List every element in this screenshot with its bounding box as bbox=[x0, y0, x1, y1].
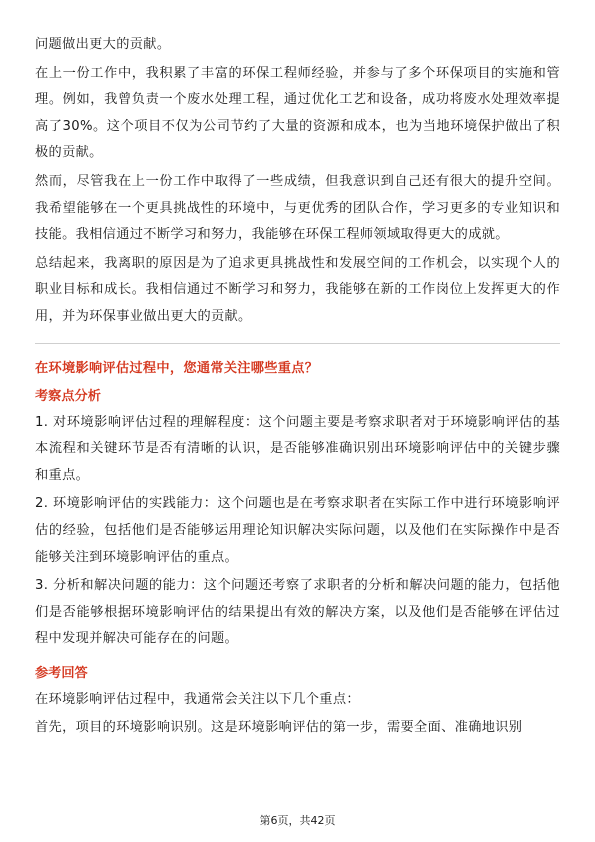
page-number: 第6页，共42页 bbox=[259, 814, 336, 827]
analysis-item: 2. 环境影响评估的实践能力：这个问题也是在考察求职者在实际工作中进行环境影响评估的经验，包括他们是否能够运用理论知识解决实际问题，以及他们在实际操作中是否能够关注到环境影响评估的重点。 bbox=[35, 496, 560, 565]
intro-paragraph: 总结起来，我离职的原因是为了追求更具挑战性和发展空间的工作机会，以实现个人的职业目标和成长。我相信通过不断学习和努力，我能够在新的工作岗位上发挥更大的作用，并为环保事业做出更大的贡献。 bbox=[35, 255, 560, 324]
analysis-item: 1. 对环境影响评估过程的理解程度：这个问题主要是考察求职者对于环境影响评估的基本流程和关键环节是否有清晰的认识，是否能够准确识别出环境影响评估中的关键步骤和重点。 bbox=[35, 414, 560, 483]
analysis-item: 3. 分析和解决问题的能力：这个问题还考察了求职者的分析和解决问题的能力，包括他们是否能够根据环境影响评估的结果提出有效的解决方案，以及他们是否能够在评估过程中发现并解决可能存在的问题。 bbox=[35, 578, 560, 647]
intro-paragraph: 在上一份工作中，我积累了丰富的环保工程师经验，并参与了多个环保项目的实施和管理。例如，我曾负责一个废水处理工程，通过优化工艺和设备，成功将废水处理效率提高了30%。这个项目不仅为公司节约了大量的资源和成本，也为当地环境保护做出了积极的贡献。 bbox=[35, 65, 560, 161]
answer-paragraph: 在环境影响评估过程中，我通常会关注以下几个重点： bbox=[35, 691, 360, 707]
question-title: 在环境影响评估过程中，您通常关注哪些重点？ bbox=[35, 360, 319, 376]
intro-paragraph: 问题做出更大的贡献。 bbox=[35, 37, 171, 52]
analysis-heading: 考察点分析 bbox=[35, 388, 101, 404]
page-content bbox=[35, 32, 560, 744]
answer-heading: 参考回答 bbox=[35, 665, 88, 681]
intro-paragraph: 然而，尽管我在上一份工作中取得了一些成绩，但我意识到自己还有很大的提升空间。我希望能够在一个更具挑战性的环境中，与更优秀的团队合作，学习更多的专业知识和技能。我相信通过不断学习和努力，我能够在环保工程师领域取得更大的成就。 bbox=[35, 173, 560, 243]
section-divider bbox=[35, 343, 560, 344]
answer-paragraph: 首先，项目的环境影响识别。这是环境影响评估的第一步，需要全面、准确地识别 bbox=[35, 720, 523, 736]
